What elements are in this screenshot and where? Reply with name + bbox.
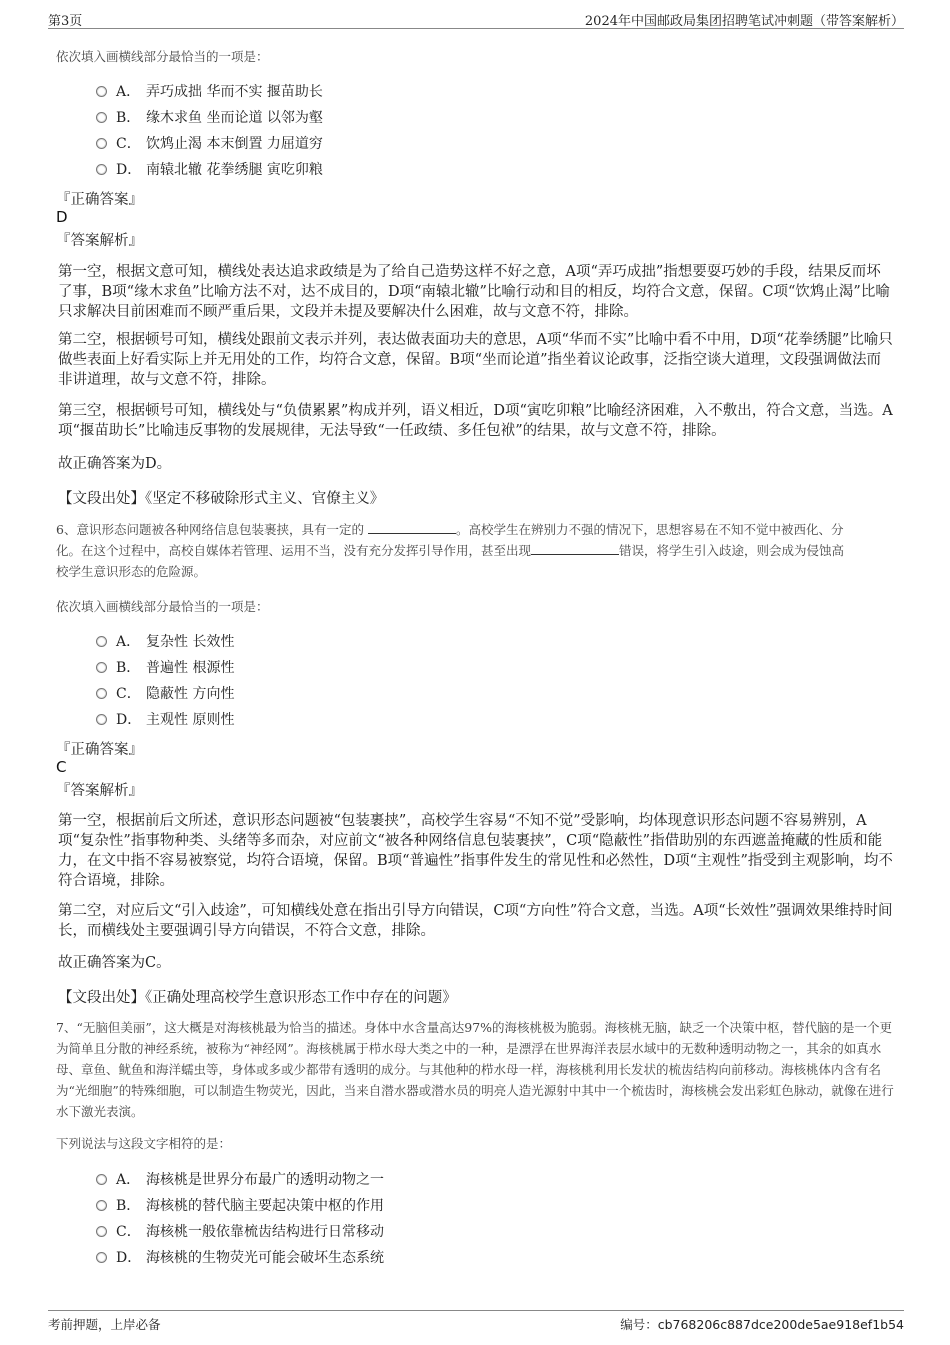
radio-icon[interactable] xyxy=(96,1252,107,1263)
q7-option-b[interactable]: B． 海核桃的替代脑主要起决策中枢的作用 xyxy=(96,1192,384,1218)
q6-option-d[interactable]: D． 主观性 原则性 xyxy=(96,706,234,732)
q6-stem: 6、意识形态问题被各种网络信息包装裹挟，具有一定的 。高校学生在辨别力不强的情况下，思想容易在不知不觉中被西化、分 化。在这个过程中，高校自媒体若管理、运用不当，没有充分发挥引导作用，甚至出现 错误，将学生引入歧途，则会成为侵蚀高 校学生意识形态的危险源。 xyxy=(56,522,845,579)
q7-option-d[interactable]: D． 海核桃的生物荧光可能会破坏生态系统 xyxy=(96,1244,384,1270)
q7-options xyxy=(96,1166,384,1270)
radio-icon[interactable] xyxy=(96,86,107,97)
radio-icon[interactable] xyxy=(96,1200,107,1211)
q6-option-a[interactable]: A． 复杂性 长效性 xyxy=(96,628,234,654)
q5-option-d[interactable]: D． 南辕北辙 花拳绣腿 寅吃卯粮 xyxy=(96,156,323,182)
q6-conclusion: 故正确答案为C。 xyxy=(58,955,171,971)
footer-code: 编号：cb768206c887dce200de5ae918ef1b54 xyxy=(620,1317,904,1332)
q7-option-c[interactable]: C． 海核桃一般依靠梳齿结构进行日常移动 xyxy=(96,1218,384,1244)
q5-options xyxy=(96,78,323,182)
q5-analysis-label: 『答案解析』 xyxy=(56,233,143,249)
q7-prompt: 下列说法与这段文字相符的是： xyxy=(56,1136,232,1151)
q6-analysis-para-1: 第一空，根据前后文所述，意识形态问题被“包装裹挟”，高校学生容易“不知不觉”受影响，均体现意识形态问题不容易辨别，A项“复杂性”指事物种类、头绪等多而杂，对应前文“被各种网络信息包装裹挟”，C项“隐蔽性”指借助别的东西遮盖掩藏的性质和能力，在文中指不容易被察觉，均符合语境，保留。B项“普遍性”指事件发生的常见性和必然性，D项“主观性”指受到主观影响，均不符合语境，排除。 xyxy=(58,813,893,889)
radio-icon[interactable] xyxy=(96,1226,107,1237)
q5-option-a[interactable]: A． 弄巧成拙 华而不实 揠苗助长 xyxy=(96,78,323,104)
q6-option-b[interactable]: B． 普遍性 根源性 xyxy=(96,654,234,680)
q7-stem: 7、“无脑但美丽”，这大概是对海核桃最为恰当的描述。身体中水含量高达97%的海核桃极为脆弱。海核桃无脑，缺乏一个决策中枢，替代脑的是一个更为简单且分散的神经系统，被称为“神经网”。海核桃属于栉水母大类之中的一种，是漂浮在世界海洋表层水域中的无数种透明动物之一，其余的如真水母、章鱼、鱿鱼和海洋蠕虫等，身体或多或少都带有透明的成分。与其他种的栉水母一样，海核桃利用长发状的梳齿结构向前移动。海核桃体内含有名为“光细胞”的特殊细胞，可以制造生物荧光，因此，当来自潜水器或潜水员的明亮人造光源射中其中一个梳齿时，海核桃会发出彩虹色脉动，就像在进行水下激光表演。 xyxy=(56,1020,894,1119)
q6-option-c[interactable]: C． 隐蔽性 方向性 xyxy=(96,680,234,706)
radio-icon[interactable] xyxy=(96,164,107,175)
q5-analysis-para-2: 第二空，根据顿号可知，横线处跟前文表示并列，表达做表面功夫的意思，A项“华而不实”比喻中看不中用，D项“花拳绣腿”比喻只做些表面上好看实际上并无用处的工作，均符合文意，保留。B项“坐而论道”指坐着议论政事，泛指空谈大道理，文段强调做法而非讲道理，故与文意不符，排除。 xyxy=(58,332,893,388)
q7-option-a[interactable]: A． 海核桃是世界分布最广的透明动物之一 xyxy=(96,1166,384,1192)
radio-icon[interactable] xyxy=(96,688,107,699)
q6-source: 【文段出处】《正确处理高校学生意识形态工作中存在的问题》 xyxy=(58,990,457,1006)
q5-analysis-para-1: 第一空，根据文意可知，横线处表达追求政绩是为了给自己造势这样不好之意，A项“弄巧成拙”指想要耍巧妙的手段，结果反而坏了事，B项“缘木求鱼”比喻方法不对，达不成目的，D项“南辕北辙”比喻行动和目的相反，均符合文意，保留。C项“饮鸩止渴”比喻只求解决目前困难而不顾严重后果，文段并未提及要解决什么困难，故与文意不符，排除。 xyxy=(58,264,890,320)
page-number: 第3页 xyxy=(48,14,83,29)
q5-option-b[interactable]: B． 缘木求鱼 坐而论道 以邻为壑 xyxy=(96,104,323,130)
page-footer xyxy=(48,1310,904,1332)
q6-analysis-label: 『答案解析』 xyxy=(56,783,143,799)
q5-option-c[interactable]: C． 饮鸩止渴 本末倒置 力屈道穷 xyxy=(96,130,323,156)
blank-line xyxy=(531,542,619,555)
q5-answer-label: 『正确答案』 xyxy=(56,192,143,208)
q5-source: 【文段出处】《坚定不移破除形式主义、官僚主义》 xyxy=(58,491,385,507)
radio-icon[interactable] xyxy=(96,714,107,725)
blank-line xyxy=(368,521,456,534)
radio-icon[interactable] xyxy=(96,662,107,673)
q6-analysis-para-2: 第二空，对应后文“引入歧途”，可知横线处意在指出引导方向错误，C项“方向性”符合文意，当选。A项“长效性”强调效果维持时间长，而横线处主要强调引导方向错误，不符合文意，排除。 xyxy=(58,903,893,939)
q6-options xyxy=(96,628,234,732)
radio-icon[interactable] xyxy=(96,1174,107,1185)
radio-icon[interactable] xyxy=(96,138,107,149)
q6-prompt: 依次填入画横线部分最恰当的一项是： xyxy=(56,599,269,614)
radio-icon[interactable] xyxy=(96,636,107,647)
q5-conclusion: 故正确答案为D。 xyxy=(58,456,172,472)
q6-answer-label: 『正确答案』 xyxy=(56,742,143,758)
q5-prompt: 依次填入画横线部分最恰当的一项是： xyxy=(56,49,269,64)
q6-answer: C xyxy=(56,758,67,776)
q5-answer: D xyxy=(56,208,68,226)
document-title: 2024年中国邮政局集团招聘笔试冲刺题（带答案解析） xyxy=(584,14,904,29)
footer-slogan: 考前押题，上岸必备 xyxy=(48,1317,161,1332)
radio-icon[interactable] xyxy=(96,112,107,123)
q5-analysis-para-3: 第三空，根据顿号可知，横线处与“负债累累”构成并列，语义相近，D项“寅吃卯粮”比喻经济困难，入不敷出，符合文意，当选。A项“揠苗助长”比喻违反事物的发展规律，无法导致“一任政绩、多任包袱”的结果，故与文意不符，排除。 xyxy=(58,403,893,439)
page-header xyxy=(48,6,904,29)
